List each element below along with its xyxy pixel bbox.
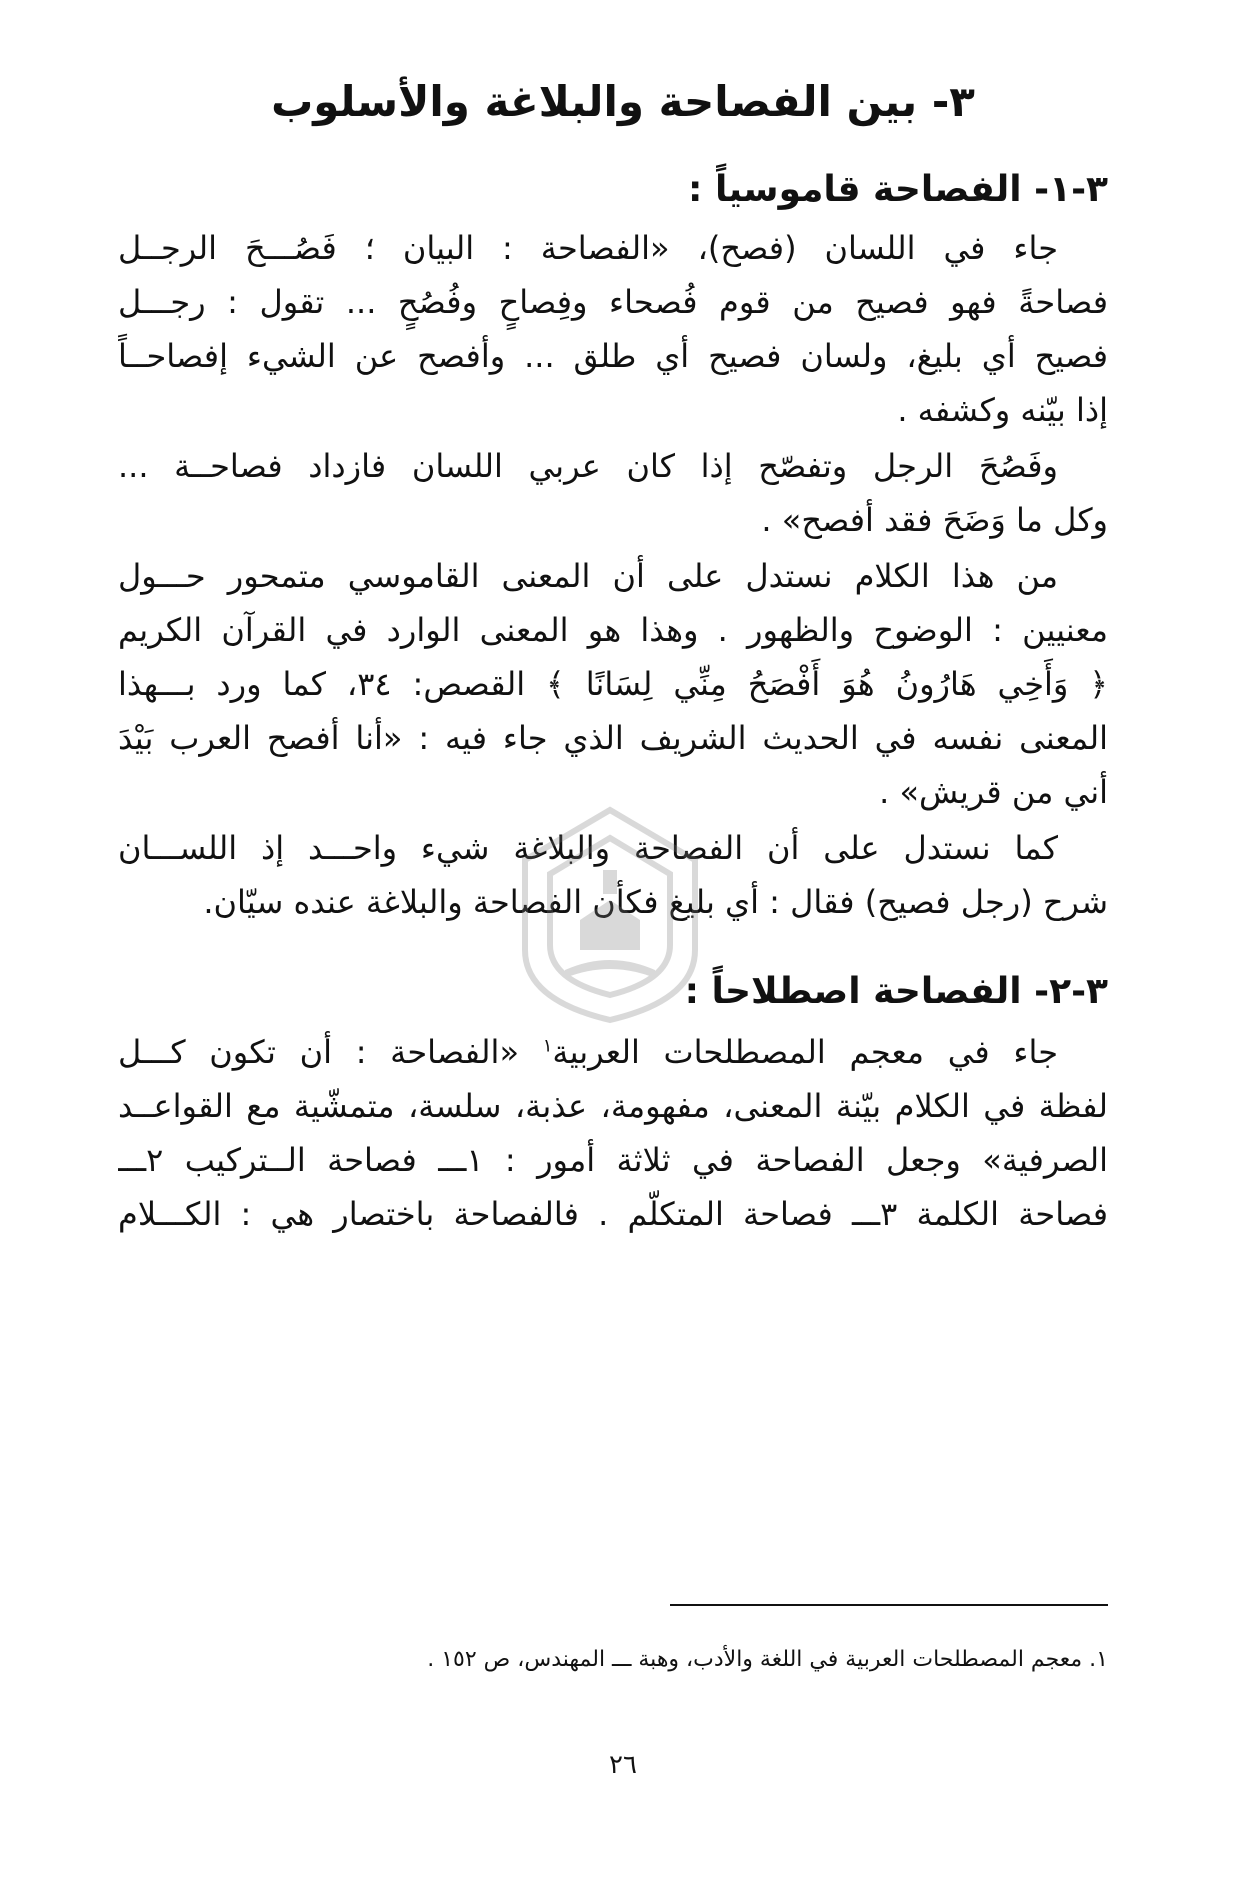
paragraph-line: المعنى نفسه في الحديث الشريف الذي جاء فيه : «أنا أفصح العرب بَيْدَ	[118, 719, 1108, 757]
paragraph-line: أني من قريش» .	[879, 773, 1108, 811]
footnote-text: ١. معجم المصطلحات العربية في اللغة والأدب، وهبة ـــ المهندس، ص ١٥٢ .	[427, 1647, 1108, 1672]
paragraph-line: إذا بيّنه وكشفه .	[897, 391, 1108, 429]
paragraph-line: جاء في اللسان (فصح)، «الفصاحة : البيان ؛ فَصُـــحَ الرجــل	[118, 229, 1058, 267]
footnote-divider	[670, 1604, 1108, 1606]
section-heading-lexical: ٣-١- الفصاحة قاموسياً :	[688, 169, 1108, 210]
institution-seal-icon	[505, 800, 715, 1030]
page-number: ٢٦	[609, 1750, 637, 1780]
paragraph-line: فصاحة الكلمة ٣ـــ فصاحة المتكلّم . فالفصاحة باختصار هي : الكـــلام	[118, 1195, 1108, 1233]
page-title: ٣- بين الفصاحة والبلاغة والأسلوب	[271, 77, 975, 126]
paragraph-line: كما نستدل على أن الفصاحة والبلاغة شيء واحـــد إذ اللســـان	[118, 829, 1058, 867]
paragraph-text: جاء في معجم المصطلحات العربية	[552, 1033, 1058, 1071]
paragraph-line: لفظة في الكلام بيّنة المعنى، مفهومة، عذبة، سلسة، متمشّية مع القواعــد	[118, 1087, 1108, 1125]
paragraph-line: وكل ما وَضَحَ فقد أفصح» .	[761, 501, 1108, 539]
paragraph-line: الصرفية» وجعل الفصاحة في ثلاثة أمور : ١ـــ فصاحة الــتركيب ٢ـــ	[118, 1141, 1108, 1179]
section-heading-terminology: ٣-٢- الفصاحة اصطلاحاً :	[684, 971, 1108, 1012]
footnote-reference[interactable]: ١	[542, 1035, 553, 1057]
paragraph-text: «الفصاحة : أن تكون كـــل	[118, 1033, 543, 1071]
paragraph-line: شرح (رجل فصيح) فقال : أي بليغ فكأن الفصاحة والبلاغة عنده سيّان.	[203, 883, 1108, 921]
quran-verse-line: ﴿ وَأَخِي هَارُونُ هُوَ أَفْصَحُ مِنِّي لِسَانًا ﴾ القصص: ٣٤، كما ورد بـــهذا	[118, 665, 1108, 703]
paragraph-line: فصاحةً فهو فصيح من قوم فُصحاء وفِصاحٍ وفُصُحٍ ... تقول : رجـــل	[118, 283, 1108, 321]
paragraph-line: معنيين : الوضوح والظهور . وهذا هو المعنى الوارد في القرآن الكريم	[118, 611, 1108, 649]
paragraph-line: وفَصُحَ الرجل وتفصّح إذا كان عربي اللسان فازداد فصاحــة ...	[118, 447, 1058, 485]
paragraph-line: من هذا الكلام نستدل على أن المعنى القاموسي متمحور حـــول	[118, 557, 1058, 595]
paragraph-line: فصيح أي بليغ، ولسان فصيح أي طلق ... وأفصح عن الشيء إفصاحــاً	[118, 337, 1108, 375]
